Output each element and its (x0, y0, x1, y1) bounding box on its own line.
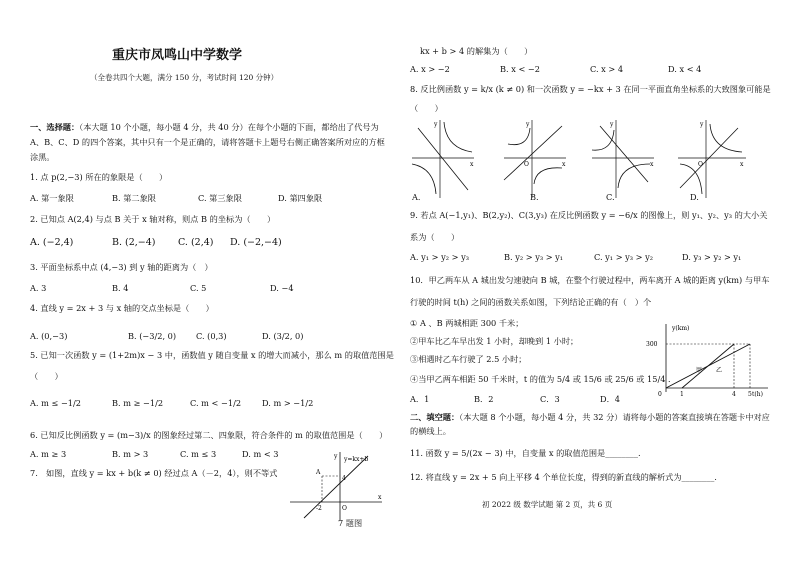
q10-option-d: D．4 (600, 394, 620, 404)
q1-option-c: C. 第三象限 (198, 193, 242, 203)
q5-option-c: C. m < −1/2 (190, 398, 242, 408)
section1-heading: 一、选择题： (30, 122, 80, 132)
q6-stem: 6. 已知反比例函数 y = (m−3)/x 的图象经过第二、四象限，符合条件的 m 的取值范围是（ ） (30, 430, 388, 440)
q8-b-o: O (524, 161, 529, 168)
q8-option-a-label: A． (412, 192, 427, 202)
q8-graph-b (504, 120, 566, 198)
q2-stem: 2. 已知点 A(2,4) 与点 B 关于 x 轴对称，则点 B 的坐标为（ ） (30, 214, 276, 224)
q9-option-a: A. y₁ > y₂ > y₃ (410, 252, 469, 262)
section2-block (410, 410, 775, 438)
q7-figure (286, 450, 386, 522)
q5-option-a: A. m ≤ −1/2 (30, 398, 81, 408)
q2-option-b: B. (2,−4) (112, 237, 156, 248)
q10-series-label-jia: 甲 (696, 367, 703, 374)
q8-option-b-label: B. (530, 192, 539, 202)
page-title: 重庆市凤鸣山中学数学 (112, 48, 243, 63)
section2-instructions: （本大题 8 个小题，每小题 4 分，共 32 分）请将每小题的答案直接填在答题卡中对应的横线上。 (410, 412, 770, 436)
q10-y-label: y(km) (672, 325, 690, 332)
q1-option-b: B. 第二象限 (112, 193, 156, 203)
q8-c-y: y (610, 121, 614, 128)
q4-stem: 4. 直线 y = 2x + 3 与 x 轴的交点坐标是（ ） (30, 303, 214, 313)
q7-continuation: kx + b > 4 的解集为（ ） (420, 46, 533, 56)
q7-graph-label: y=kx+b (344, 456, 369, 463)
q10-series-yi (682, 344, 734, 388)
q8-figures (410, 118, 780, 202)
q6-option-c: C. m ≤ 3 (180, 449, 217, 459)
q8-b-x: x (562, 161, 566, 168)
q10-x-tick-5: 5 (748, 391, 752, 398)
q7-tick-neg2: -2 (316, 505, 322, 512)
q8-a-y: y (434, 121, 438, 128)
q10-series-label-yi: 乙 (716, 367, 723, 374)
q6-option-b: B. m > 3 (112, 449, 149, 459)
q10-x-tick-0: 0 (658, 391, 662, 398)
section1-block (30, 120, 385, 165)
q8-option-d-label: D. (690, 192, 699, 202)
q4-option-d: D. (3/2, 0) (262, 331, 304, 341)
q3-option-a: A. 3 (30, 283, 47, 293)
q8-stem: 8. 反比例函数 y = k/x (k ≠ 0) 和一次函数 y = −kx + 3 在同一平面直角坐标系的大致图象可能是 (410, 84, 771, 94)
q10-option-a: A．1 (410, 394, 430, 404)
q2-option-d: D. (−2,−4) (230, 237, 282, 248)
q8-graph-d (678, 120, 746, 198)
q5-stem: 5. 已知一次函数 y = (1+2m)x − 3 中，函数值 y 随自变量 x 的增大而减小，那么 m 的取值范围是 (30, 350, 394, 360)
q4-option-a: A. (0,−3) (30, 331, 68, 341)
q4-option-c: C. (0,3) (196, 331, 227, 341)
q9-option-c: C. y₁ > y₃ > y₂ (594, 252, 654, 262)
q12-stem: 12. 将直线 y = 2x + 5 向上平移 4 个单位长度，得到的新直线的解析式为________. (410, 472, 717, 482)
q7-point-label: A (316, 469, 321, 476)
q7-option-b: B. x < −2 (500, 64, 540, 74)
q7-option-a: A. x > −2 (410, 64, 450, 74)
q8-option-c-label: C. (606, 192, 615, 202)
q10-continuation: 行驶的时间 t(h) 之间的函数关系如图，下列结论正确的有（ ）个 (410, 297, 652, 307)
q3-option-c: C. 5 (190, 283, 207, 293)
q10-x-tick-1: 1 (680, 391, 684, 398)
q8-a-x: x (470, 161, 474, 168)
q2-option-a: A. (−2,4) (30, 237, 74, 248)
q2-option-c: C. (2,4) (178, 237, 214, 248)
q8-paren: （ ） (410, 103, 443, 113)
q7-origin: O (342, 505, 347, 512)
q7-line (304, 456, 368, 518)
q5-option-b: B. m ≥ −1/2 (112, 398, 164, 408)
q3-option-b: B. 4 (112, 283, 129, 293)
q10-statement-2: ②甲车比乙车早出发 1 小时，却晚到 1 小时； (410, 336, 579, 346)
page-footer: 初 2022 级 数学试题 第 2 页，共 6 页 (482, 500, 613, 509)
q5-paren: （ ） (30, 371, 63, 381)
q10-option-b: B．2 (474, 394, 494, 404)
q11-stem: 11. 函数 y = 5/(2x − 3) 中，自变量 x 的取值范围是________. (410, 448, 641, 458)
q3-stem: 3. 平面坐标系中点 (4,−3) 到 y 轴的距离为（ ） (30, 262, 213, 272)
q9-option-d: D. y₃ > y₂ > y₁ (682, 252, 742, 262)
q9-continuation: 系为（ ） (410, 232, 460, 242)
q3-option-d: D. −4 (270, 283, 294, 293)
q8-d-x: x (740, 161, 744, 168)
section2-heading: 二、填空题： (410, 412, 460, 422)
q9-stem: 9. 若点 A(−1,y₁)、B(2,y₂)、C(3,y₃) 在反比例函数 y = −6/x 的图像上，则 y₁、y₂、y₃ 的大小关 (410, 210, 768, 220)
q10-y-tick-300: 300 (646, 341, 658, 348)
q8-b-y: y (526, 121, 530, 128)
q10-statement-3: ③相遇时乙车行驶了 2.5 小时； (410, 354, 527, 364)
q10-x-label: t(h) (752, 391, 763, 398)
q7-y-label: y (334, 453, 338, 460)
q7-option-c: C. x > 4 (590, 64, 624, 74)
q10-x-tick-4: 4 (732, 391, 736, 398)
q6-option-a: A. m ≥ 3 (30, 449, 67, 459)
q10-statement-4: ④当甲乙两车相距 50 千米时，t 的值为 5/4 或 15/6 或 25/6 或 15/4 ． (410, 374, 677, 384)
q6-option-d: D. m < 3 (242, 449, 279, 459)
q1-option-a: A. 第一象限 (30, 193, 74, 203)
q8-graph-a (412, 120, 474, 198)
q9-option-b: B. y₂ > y₃ > y₁ (504, 252, 564, 262)
q10-statement-1: ① A 、B 两城相距 300 千米； (410, 318, 524, 328)
q10-figure (644, 322, 774, 400)
q1-stem: 1. 点 p(2,−3) 所在的象限是（ ） (30, 172, 168, 182)
q7-tick-4: 4 (342, 475, 346, 482)
q8-d-y: y (700, 121, 704, 128)
q7-caption: 7 题图 (338, 518, 363, 528)
q8-d-o: O (698, 161, 703, 168)
q7-stem: 7. 如图，直线 y = kx + b(k ≠ 0) 经过点 A（－2，4），则不等式 (30, 468, 278, 478)
q8-c-x: x (650, 161, 654, 168)
q7-option-d: D. x < 4 (668, 64, 702, 74)
q1-option-d: D. 第四象限 (278, 193, 323, 203)
q10-stem: 10．甲乙两车从 A 城出发匀速驶向 B 城，在整个行驶过程中，两车离开 A 城的距离 y(km) 与甲车 (410, 275, 770, 285)
q5-option-d: D. m > −1/2 (262, 398, 314, 408)
section1-instructions: （本大题 10 个小题，每小题 4 分，共 40 分）在每个小题的下面，都给出了代号为 A、B、C、D 的四个答案，其中只有一个是正确的，请将答题卡上题号右侧正确答案所对应的方框涂黑。 (30, 122, 385, 162)
q10-option-c: C．3 (540, 394, 560, 404)
q8-graph-c (592, 120, 654, 198)
q4-option-b: B. (−3/2, 0) (128, 331, 177, 341)
q7-x-label: x (378, 494, 382, 501)
page-subtitle: （全卷共四个大题，满分 150 分，考试时间 120 分钟） (90, 73, 279, 82)
